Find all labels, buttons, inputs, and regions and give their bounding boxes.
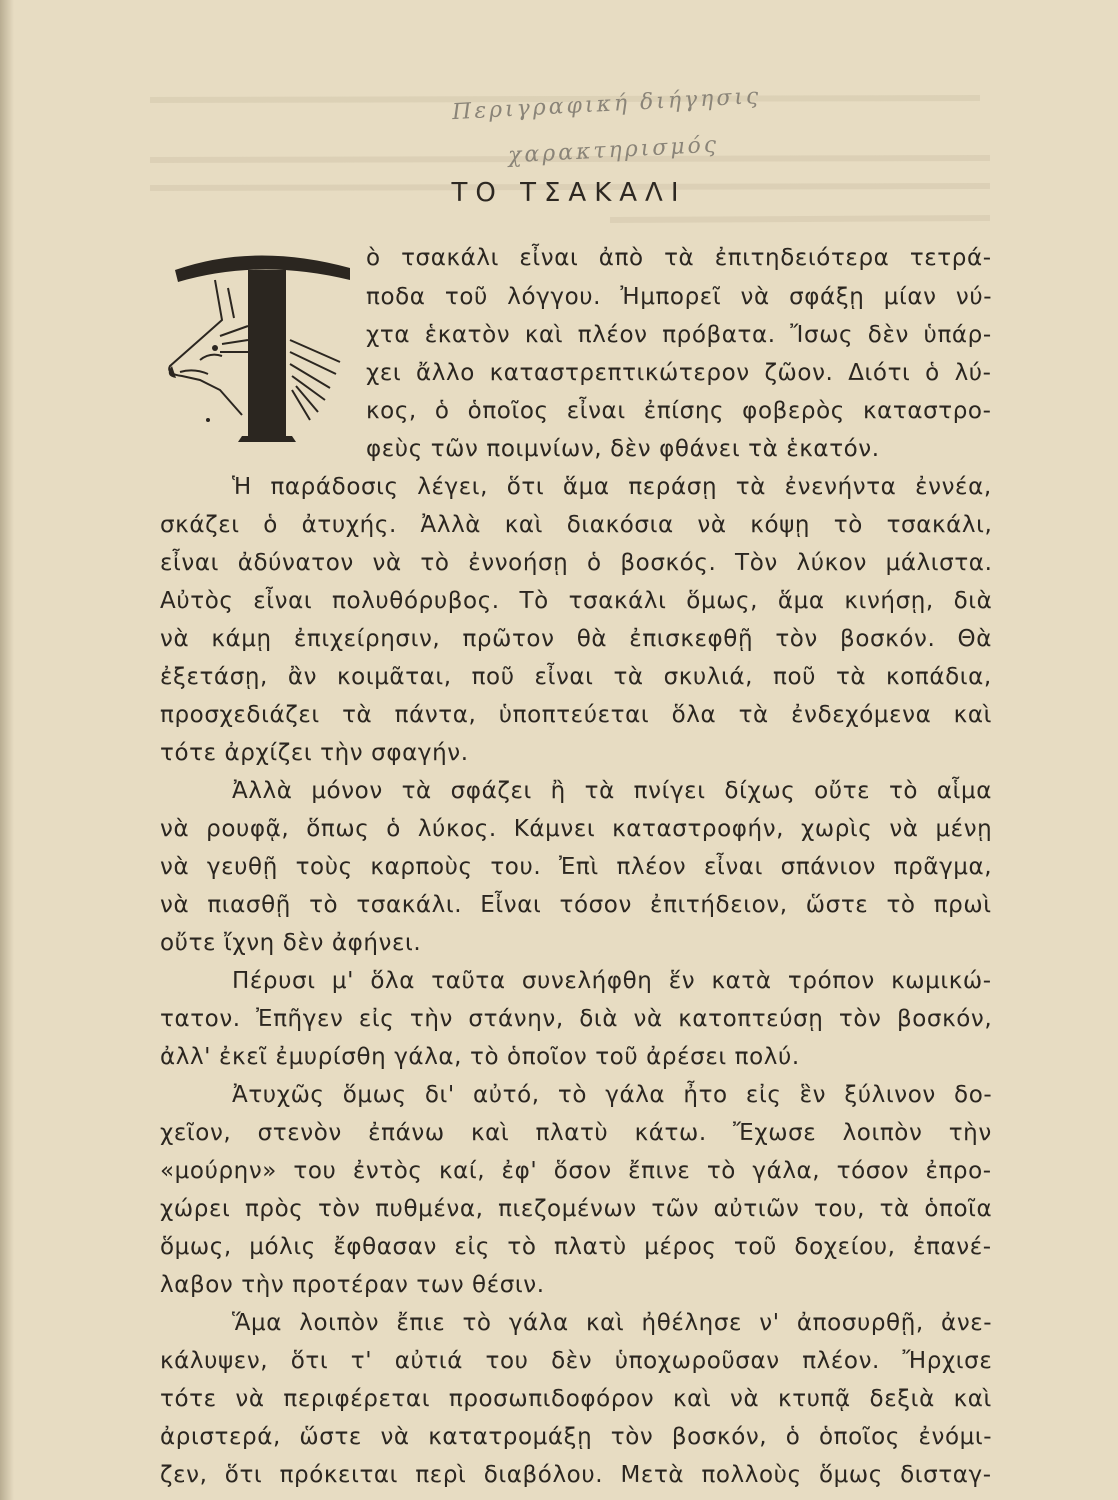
text-line: «μούρην» του ἐντὸς καί, ἐφ' ὅσον ἔπινε τὸ γάλα, τόσον ἐπρο- (160, 1158, 992, 1184)
text-line: τατον. Ἐπῆγεν εἰς τὴν στάνην, διὰ νὰ κατοπτεύσῃ τὸν βοσκόν, (160, 1006, 993, 1032)
text-line: τότε ἀρχίζει τὴν σφαγήν. (160, 740, 469, 766)
text-line: χτα ἑκατὸν καὶ πλέον πρόβατα. Ἴσως δὲν ὑπάρ- (366, 322, 992, 348)
text-line: Ἀλλὰ μόνον τὰ σφάζει ἢ τὰ πνίγει δίχως οὔτε τὸ αἷμα (232, 778, 993, 804)
text-line: τότε νὰ περιφέρεται προσωπιδοφόρον καὶ νὰ κτυπᾷ δεξιὰ καὶ (160, 1386, 992, 1412)
text-line: λαβον τὴν προτέραν των θέσιν. (160, 1272, 545, 1298)
text-line: ποδα τοῦ λόγγου. Ἠμπορεῖ νὰ σφάξῃ μίαν νύ- (366, 284, 993, 310)
text-line: οὔτε ἴχνη δὲν ἀφήνει. (160, 930, 422, 956)
text-line: Ἅμα λοιπὸν ἔπιε τὸ γάλα καὶ ἠθέλησε ν' ἀποσυρθῇ, ἀνε- (232, 1310, 993, 1336)
text-line: ζεν, ὅτι πρόκειται περὶ διαβόλου. Μετὰ πολλοὺς ὅμως δισταγ- (160, 1462, 992, 1488)
drop-cap-illustration (160, 240, 360, 450)
text-line: ὅμως, μόλις ἔφθασαν εἰς τὸ πλατὺ μέρος τοῦ δοχείου, ἐπανέ- (160, 1234, 992, 1260)
text-line: νὰ κάμῃ ἐπιχείρησιν, πρῶτον θὰ ἐπισκεφθῇ τὸν βοσκόν. Θὰ (160, 626, 992, 652)
text-line: ἀλλ' ἐκεῖ ἐμυρίσθη γάλα, τὸ ὁποῖον τοῦ ἀρέσει πολύ. (160, 1044, 800, 1070)
text-line: νὰ γευθῇ τοὺς καρποὺς του. Ἐπὶ πλέον εἶναι σπάνιον πρᾶγμα, (160, 854, 993, 880)
text-line: σκάζει ὁ ἀτυχής. Ἀλλὰ καὶ διακόσια νὰ κόψῃ τὸ τσακάλι, (160, 512, 993, 538)
text-line: κος, ὁ ὁποῖος εἶναι ἐπίσης φοβερὸς καταστρο- (366, 398, 992, 424)
text-line: εἶναι ἀδύνατον νὰ τὸ ἐννοήσῃ ὁ βοσκός. Τὸν λύκον μάλιστα. (160, 550, 993, 576)
text-line: χώρει πρὸς τὸν πυθμένα, πιεζομένων τῶν αὐτιῶν του, τὰ ὁποῖα (160, 1196, 993, 1222)
text-line: Πέρυσι μ' ὅλα ταῦτα συνελήφθη ἕν κατὰ τρόπον κωμικώ- (232, 968, 992, 994)
text-line: χεῖον, στενὸν ἐπάνω καὶ πλατὺ κάτω. Ἔχωσε λοιπὸν τὴν (160, 1120, 992, 1146)
jackal-head-illustration (160, 240, 360, 450)
text-line: νὰ πιασθῇ τὸ τσακάλι. Εἶναι τόσον ἐπιτήδειον, ὥστε τὸ πρωὶ (160, 892, 992, 918)
text-line: ἀριστερά, ὥστε νὰ κατατρομάξῃ τὸν βοσκόν, ὁ ὁποῖος ἐνόμι- (160, 1424, 993, 1450)
text-line: Ἀτυχῶς ὅμως δι' αὐτό, τὸ γάλα ἦτο εἰς ἓν ξύλινον δο- (232, 1082, 993, 1108)
handwritten-note-line-1: Περιγραφική διήγησις (451, 83, 762, 126)
text-line: φεὺς τῶν ποιμνίων, δὲν φθάνει τὰ ἑκατόν. (366, 436, 880, 462)
page-edge-shadow (0, 0, 14, 1500)
text-line: κάλυψεν, ὅτι τ' αὐτιά του δὲν ὑποχωροῦσαν πλέον. Ἤρχισε (160, 1348, 993, 1374)
drop-cap-letter: Τ (160, 240, 161, 241)
text-line: χει ἄλλο καταστρεπτικώτερον ζῶον. Διότι ὁ λύ- (366, 360, 992, 386)
text-line: ὸ τσακάλι εἶναι ἀπὸ τὰ ἐπιτηδειότερα τετρά- (366, 245, 992, 271)
text-line: Ἡ παράδοσις λέγει, ὅτι ἅμα περάσῃ τὰ ἐνενήντα ἐννέα, (232, 474, 992, 500)
page-title: ΤΟ ΤΣΑΚΑΛΙ (451, 178, 687, 208)
text-line: προσχεδιάζει τὰ πάντα, ὑποπτεύεται ὅλα τὰ ἐνδεχόμενα καὶ (160, 702, 992, 728)
text-line: ἐξετάσῃ, ἂν κοιμᾶται, ποῦ εἶναι τὰ σκυλιά, ποῦ τὰ κοπάδια, (160, 664, 992, 690)
text-line: Αὐτὸς εἶναι πολυθόρυβος. Τὸ τσακάλι ὅμως, ἅμα κινήσῃ, διὰ (160, 588, 993, 614)
text-line: νὰ ρουφᾷ, ὅπως ὁ λύκος. Κάμνει καταστροφήν, χωρὶς νὰ μένῃ (160, 816, 993, 842)
handwritten-note-line-2: χαρακτηρισμός (507, 132, 720, 169)
